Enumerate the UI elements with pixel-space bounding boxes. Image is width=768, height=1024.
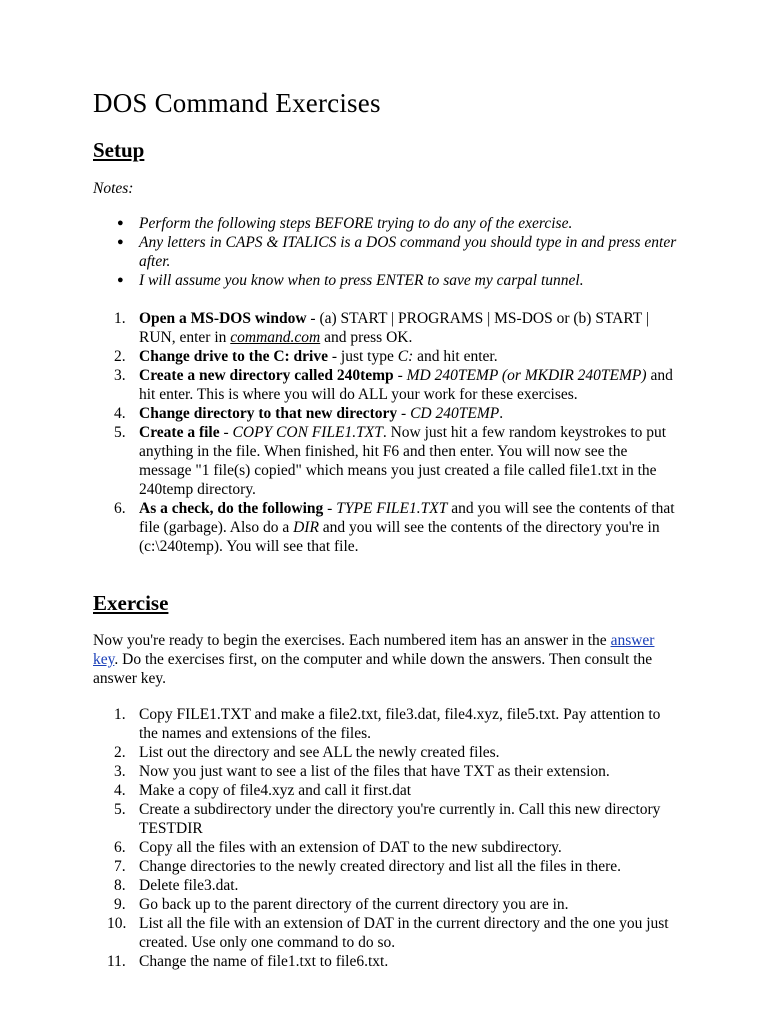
step-title: Create a new directory called 240temp	[139, 367, 394, 384]
dos-command: COPY CON FILE1.TXT	[232, 424, 383, 441]
exercise-item: 8. Delete file3.dat.	[114, 877, 239, 894]
exercise-item: 5. Create a subdirectory under the directory you're currently in. Call this new directory TESTDIR	[114, 801, 661, 837]
notes-label: Notes:	[93, 180, 134, 197]
setup-heading: Setup	[93, 138, 145, 162]
setup-step: 6. As a check, do the following - TYPE FILE1.TXT and you will see the contents of that file (garbage). Also do a DIR and you will see the contents of the directory you're in (c:\240temp). You will see that file.	[114, 500, 675, 555]
setup-step: 5. Create a file - COPY CON FILE1.TXT. Now just hit a few random keystrokes to put anything in the file. When finished, hit F6 and then enter. You will now see the message "1 file(s) copied" which means you just created a file called file1.txt in the 240temp directory.	[114, 424, 667, 498]
bullet-item: ● I will assume you know when to press ENTER to save my carpal tunnel.	[117, 272, 584, 289]
step-title: Open a MS-DOS window	[139, 310, 307, 327]
exercise-list	[93, 705, 683, 971]
bullet-icon: ●	[117, 274, 124, 286]
notes-bullet-list	[93, 214, 693, 290]
exercise-item: 11. Change the name of file1.txt to file6.txt.	[107, 953, 389, 970]
dos-command: CD 240TEMP	[410, 405, 500, 422]
answer-key-link[interactable]: answer key	[93, 632, 655, 668]
exercise-item: 2. List out the directory and see ALL the newly created files.	[114, 744, 500, 761]
dos-command: TYPE FILE1.TXT	[336, 500, 448, 517]
exercise-item: 1. Copy FILE1.TXT and make a file2.txt, file3.dat, file4.xyz, file5.txt. Pay attention to the names and extensions of the files.	[114, 706, 661, 742]
exercise-item: 3. Now you just want to see a list of the files that have TXT as their extension.	[114, 763, 610, 780]
exercise-item: 6. Copy all the files with an extension of DAT to the new subdirectory.	[114, 839, 562, 856]
setup-steps-list	[93, 309, 683, 556]
dos-command: C:	[397, 348, 414, 365]
exercise-item: 4. Make a copy of file4.xyz and call it first.dat	[114, 782, 412, 799]
step-title: As a check, do the following	[139, 500, 324, 517]
dos-command: DIR	[293, 519, 319, 536]
setup-step: 3. Create a new directory called 240temp - MD 240TEMP (or MKDIR 240TEMP) and hit enter. This is where you will do ALL your work for these exercises.	[114, 367, 673, 403]
page-title: DOS Command Exercises	[93, 88, 381, 118]
setup-step: 1. Open a MS-DOS window - (a) START | PROGRAMS | MS-DOS or (b) START | RUN, enter in command.com and press OK.	[114, 310, 649, 346]
step-title: Create a file	[139, 424, 220, 441]
bullet-icon: ●	[117, 217, 124, 229]
exercise-heading: Exercise	[93, 591, 169, 615]
command-com-link[interactable]: command.com	[230, 329, 321, 346]
bullet-item: ● Perform the following steps BEFORE trying to do any of the exercise.	[117, 215, 573, 232]
step-title: Change drive to the C: drive	[139, 348, 328, 365]
bullet-item: ● Any letters in CAPS & ITALICS is a DOS command you should type in and press enter after.	[117, 234, 677, 270]
exercise-intro: Now you're ready to begin the exercises. Each numbered item has an answer in the answer key. Do the exercises first, on the computer and while down the answers. Then consult the answer key.	[93, 632, 655, 687]
setup-step: 2. Change drive to the C: drive - just type C: and hit enter.	[114, 348, 498, 365]
exercise-item: 10. List all the file with an extension of DAT in the current directory and the one you just created. Use only one command to do so.	[107, 915, 669, 951]
dos-command: MD 240TEMP (or MKDIR 240TEMP)	[406, 367, 647, 384]
setup-step: 4. Change directory to that new directory - CD 240TEMP.	[114, 405, 504, 422]
step-title: Change directory to that new directory	[139, 405, 398, 422]
bullet-icon: ●	[117, 236, 124, 248]
exercise-item: 9. Go back up to the parent directory of the current directory you are in.	[114, 896, 569, 913]
exercise-item: 7. Change directories to the newly created directory and list all the files in there.	[114, 858, 622, 875]
